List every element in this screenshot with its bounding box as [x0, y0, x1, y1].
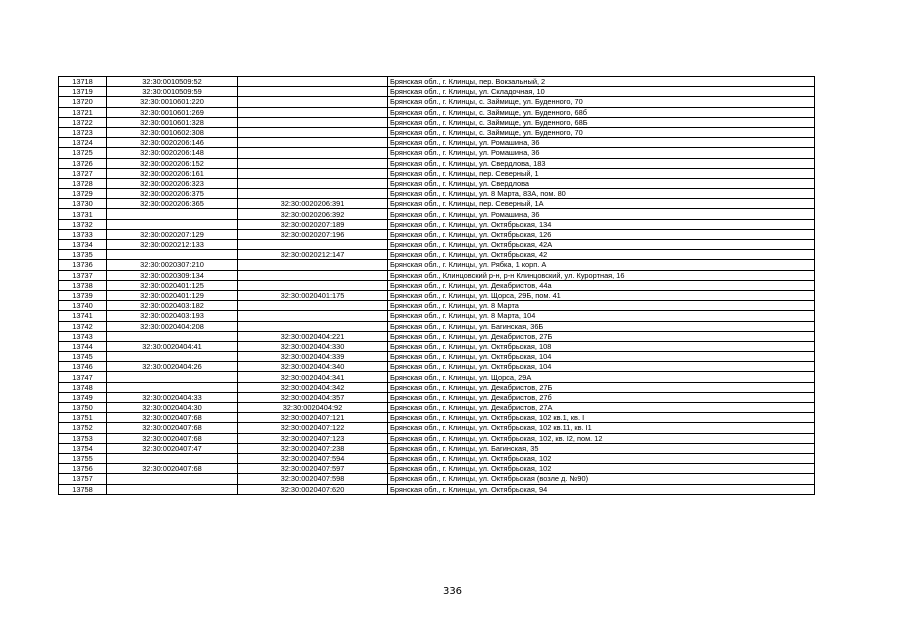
address-cell: Брянская обл., г. Клинцы, ул. 8 Марта: [388, 301, 815, 311]
row-number-cell: 13734: [59, 240, 107, 250]
linked-cadastral-number-cell: 32:30:0020404:221: [238, 331, 388, 341]
table-row: [59, 77, 815, 87]
linked-cadastral-number-cell: 32:30:0020407:597: [238, 464, 388, 474]
table-row: [59, 148, 815, 158]
linked-cadastral-number-cell: 32:30:0020407:594: [238, 453, 388, 463]
table-row: [59, 189, 815, 199]
table-row: [59, 229, 815, 239]
cadastral-number-cell: 32:30:0020206:323: [107, 178, 238, 188]
table-row: [59, 209, 815, 219]
row-number-cell: 13747: [59, 372, 107, 382]
row-number-cell: 13749: [59, 392, 107, 402]
table-row: [59, 87, 815, 97]
linked-cadastral-number-cell: 32:30:0020404:357: [238, 392, 388, 402]
row-number-cell: 13748: [59, 382, 107, 392]
linked-cadastral-number-cell: 32:30:0020404:92: [238, 403, 388, 413]
address-cell: Брянская обл., г. Клинцы, ул. Рябка, 1 корп. А: [388, 260, 815, 270]
table-row: [59, 107, 815, 117]
linked-cadastral-number-cell: [238, 178, 388, 188]
cadastral-number-cell: 32:30:0020404:26: [107, 362, 238, 372]
row-number-cell: 13746: [59, 362, 107, 372]
cadastral-number-cell: 32:30:0020404:30: [107, 403, 238, 413]
row-number-cell: 13757: [59, 474, 107, 484]
registry-table: [58, 76, 815, 495]
address-cell: Брянская обл., г. Клинцы, ул. Октябрьская, 102 кв.1, кв. I: [388, 413, 815, 423]
row-number-cell: 13737: [59, 270, 107, 280]
cadastral-number-cell: [107, 484, 238, 494]
row-number-cell: 13755: [59, 453, 107, 463]
cadastral-number-cell: 32:30:0020407:68: [107, 433, 238, 443]
row-number-cell: 13727: [59, 168, 107, 178]
row-number-cell: 13740: [59, 301, 107, 311]
linked-cadastral-number-cell: 32:30:0020404:339: [238, 352, 388, 362]
table-row: [59, 362, 815, 372]
row-number-cell: 13725: [59, 148, 107, 158]
linked-cadastral-number-cell: 32:30:0020407:620: [238, 484, 388, 494]
table-row: [59, 219, 815, 229]
linked-cadastral-number-cell: 32:30:0020407:598: [238, 474, 388, 484]
table-row: [59, 352, 815, 362]
address-cell: Брянская обл., г. Клинцы, ул. Октябрьская, 42: [388, 250, 815, 260]
cadastral-number-cell: 32:30:0020212:133: [107, 240, 238, 250]
address-cell: Брянская обл., г. Клинцы, ул. Октябрьская, 104: [388, 362, 815, 372]
cadastral-number-cell: 32:30:0010601:269: [107, 107, 238, 117]
address-cell: Брянская обл., г. Клинцы, ул. Октябрьская, 94: [388, 484, 815, 494]
linked-cadastral-number-cell: [238, 270, 388, 280]
linked-cadastral-number-cell: 32:30:0020404:330: [238, 341, 388, 351]
cadastral-number-cell: [107, 209, 238, 219]
row-number-cell: 13754: [59, 443, 107, 453]
linked-cadastral-number-cell: [238, 311, 388, 321]
cadastral-number-cell: 32:30:0020207:129: [107, 229, 238, 239]
cadastral-number-cell: 32:30:0010601:220: [107, 97, 238, 107]
table-row: [59, 423, 815, 433]
row-number-cell: 13721: [59, 107, 107, 117]
table-row: [59, 117, 815, 127]
table-row: [59, 97, 815, 107]
linked-cadastral-number-cell: 32:30:0020407:238: [238, 443, 388, 453]
cadastral-number-cell: 32:30:0020404:33: [107, 392, 238, 402]
linked-cadastral-number-cell: [238, 321, 388, 331]
address-cell: Брянская обл., г. Клинцы, ул. Декабристов, 44а: [388, 280, 815, 290]
table-row: [59, 331, 815, 341]
address-cell: Брянская обл., г. Клинцы, ул. Багинская, 36Б: [388, 321, 815, 331]
linked-cadastral-number-cell: [238, 260, 388, 270]
row-number-cell: 13744: [59, 341, 107, 351]
row-number-cell: 13743: [59, 331, 107, 341]
address-cell: Брянская обл., г. Клинцы, ул. Октябрьская, 104: [388, 352, 815, 362]
linked-cadastral-number-cell: 32:30:0020401:175: [238, 290, 388, 300]
cadastral-number-cell: 32:30:0020404:208: [107, 321, 238, 331]
row-number-cell: 13730: [59, 199, 107, 209]
row-number-cell: 13758: [59, 484, 107, 494]
cadastral-number-cell: 32:30:0020206:365: [107, 199, 238, 209]
table-row: [59, 392, 815, 402]
cadastral-number-cell: 32:30:0020403:193: [107, 311, 238, 321]
row-number-cell: 13750: [59, 403, 107, 413]
cadastral-number-cell: 32:30:0020403:182: [107, 301, 238, 311]
cadastral-number-cell: 32:30:0020401:125: [107, 280, 238, 290]
row-number-cell: 13724: [59, 138, 107, 148]
table-row: [59, 311, 815, 321]
cadastral-number-cell: 32:30:0010509:52: [107, 77, 238, 87]
linked-cadastral-number-cell: [238, 301, 388, 311]
cadastral-number-cell: 32:30:0020206:152: [107, 158, 238, 168]
row-number-cell: 13719: [59, 87, 107, 97]
row-number-cell: 13735: [59, 250, 107, 260]
table-row: [59, 250, 815, 260]
table-row: [59, 199, 815, 209]
row-number-cell: 13736: [59, 260, 107, 270]
table-row: [59, 474, 815, 484]
address-cell: Брянская обл., г. Клинцы, ул. Ромашина, 36: [388, 138, 815, 148]
row-number-cell: 13728: [59, 178, 107, 188]
table-row: [59, 178, 815, 188]
address-cell: Брянская обл., г. Клинцы, ул. Декабристов, 27б: [388, 392, 815, 402]
cadastral-number-cell: 32:30:0020309:134: [107, 270, 238, 280]
cadastral-number-cell: 32:30:0020407:47: [107, 443, 238, 453]
linked-cadastral-number-cell: [238, 158, 388, 168]
cadastral-number-cell: 32:30:0020407:68: [107, 423, 238, 433]
table-row: [59, 127, 815, 137]
row-number-cell: 13732: [59, 219, 107, 229]
linked-cadastral-number-cell: [238, 117, 388, 127]
cadastral-number-cell: 32:30:0020206:161: [107, 168, 238, 178]
address-cell: Брянская обл., г. Клинцы, ул. Октябрьская (возле д. №90): [388, 474, 815, 484]
cadastral-number-cell: [107, 372, 238, 382]
address-cell: Брянская обл., г. Клинцы, ул. Октябрьская, 102, кв. I2, пом. 12: [388, 433, 815, 443]
address-cell: Брянская обл., г. Клинцы, ул. Декабристов, 27А: [388, 403, 815, 413]
row-number-cell: 13731: [59, 209, 107, 219]
cadastral-number-cell: 32:30:0020206:375: [107, 189, 238, 199]
linked-cadastral-number-cell: 32:30:0020207:196: [238, 229, 388, 239]
address-cell: Брянская обл., г. Клинцы, ул. Октябрьская, 102 кв.11, кв. I1: [388, 423, 815, 433]
page-number: 336: [442, 586, 463, 597]
cadastral-number-cell: [107, 219, 238, 229]
row-number-cell: 13741: [59, 311, 107, 321]
linked-cadastral-number-cell: 32:30:0020404:342: [238, 382, 388, 392]
cadastral-number-cell: [107, 331, 238, 341]
linked-cadastral-number-cell: 32:30:0020407:123: [238, 433, 388, 443]
row-number-cell: 13756: [59, 464, 107, 474]
table-row: [59, 443, 815, 453]
address-cell: Брянская обл., г. Клинцы, ул. Октябрьская, 102: [388, 453, 815, 463]
address-cell: Брянская обл., г. Клинцы, ул. Октябрьская, 102: [388, 464, 815, 474]
linked-cadastral-number-cell: [238, 280, 388, 290]
cadastral-number-cell: [107, 352, 238, 362]
row-number-cell: 13729: [59, 189, 107, 199]
row-number-cell: 13739: [59, 290, 107, 300]
table-row: [59, 301, 815, 311]
row-number-cell: 13751: [59, 413, 107, 423]
address-cell: Брянская обл., г. Клинцы, ул. Щорса, 29А: [388, 372, 815, 382]
linked-cadastral-number-cell: [238, 107, 388, 117]
cadastral-number-cell: [107, 453, 238, 463]
cadastral-number-cell: 32:30:0020404:41: [107, 341, 238, 351]
row-number-cell: 13726: [59, 158, 107, 168]
address-cell: Брянская обл., г. Клинцы, ул. Багинская, 35: [388, 443, 815, 453]
address-cell: Брянская обл., г. Клинцы, ул. Октябрьская, 126: [388, 229, 815, 239]
row-number-cell: 13742: [59, 321, 107, 331]
cadastral-number-cell: 32:30:0020307:210: [107, 260, 238, 270]
cadastral-number-cell: 32:30:0010509:59: [107, 87, 238, 97]
cadastral-number-cell: [107, 474, 238, 484]
table-row: [59, 168, 815, 178]
linked-cadastral-number-cell: [238, 138, 388, 148]
address-cell: Брянская обл., г. Клинцы, ул. Свердлова, 183: [388, 158, 815, 168]
table-row: [59, 290, 815, 300]
linked-cadastral-number-cell: [238, 87, 388, 97]
cadastral-number-cell: 32:30:0010601:328: [107, 117, 238, 127]
address-cell: Брянская обл., Клинцовский р-н, р-н Клинцовский, ул. Курортная, 16: [388, 270, 815, 280]
address-cell: Брянская обл., г. Клинцы, с. Займище, ул. Буденного, 70: [388, 97, 815, 107]
linked-cadastral-number-cell: 32:30:0020212:147: [238, 250, 388, 260]
address-cell: Брянская обл., г. Клинцы, ул. Октябрьская, 42А: [388, 240, 815, 250]
table-row: [59, 260, 815, 270]
row-number-cell: 13753: [59, 433, 107, 443]
address-cell: Брянская обл., г. Клинцы, с. Займище, ул. Буденного, 70: [388, 127, 815, 137]
address-cell: Брянская обл., г. Клинцы, ул. Ромашина, 36: [388, 148, 815, 158]
address-cell: Брянская обл., г. Клинцы, ул. Ромашина, 36: [388, 209, 815, 219]
cadastral-number-cell: 32:30:0020206:146: [107, 138, 238, 148]
linked-cadastral-number-cell: [238, 127, 388, 137]
table-row: [59, 433, 815, 443]
row-number-cell: 13733: [59, 229, 107, 239]
table-row: [59, 464, 815, 474]
registry-table-body: [59, 77, 815, 495]
table-row: [59, 382, 815, 392]
table-row: [59, 270, 815, 280]
linked-cadastral-number-cell: [238, 189, 388, 199]
cadastral-number-cell: [107, 250, 238, 260]
table-row: [59, 240, 815, 250]
address-cell: Брянская обл., г. Клинцы, пер. Вокзальный, 2: [388, 77, 815, 87]
linked-cadastral-number-cell: 32:30:0020206:391: [238, 199, 388, 209]
address-cell: Брянская обл., г. Клинцы, пер. Северный, 1: [388, 168, 815, 178]
cadastral-number-cell: 32:30:0020407:68: [107, 464, 238, 474]
linked-cadastral-number-cell: 32:30:0020404:340: [238, 362, 388, 372]
address-cell: Брянская обл., г. Клинцы, ул. Декабристов, 27Б: [388, 331, 815, 341]
address-cell: Брянская обл., г. Клинцы, ул. Свердлова: [388, 178, 815, 188]
linked-cadastral-number-cell: 32:30:0020407:121: [238, 413, 388, 423]
cadastral-number-cell: 32:30:0010602:308: [107, 127, 238, 137]
address-cell: Брянская обл., г. Клинцы, ул. Щорса, 29Б, пом. 41: [388, 290, 815, 300]
address-cell: Брянская обл., г. Клинцы, пер. Северный, 1А: [388, 199, 815, 209]
table-row: [59, 413, 815, 423]
table-row: [59, 280, 815, 290]
cadastral-number-cell: 32:30:0020206:148: [107, 148, 238, 158]
table-row: [59, 403, 815, 413]
linked-cadastral-number-cell: 32:30:0020407:122: [238, 423, 388, 433]
linked-cadastral-number-cell: [238, 240, 388, 250]
row-number-cell: 13718: [59, 77, 107, 87]
address-cell: Брянская обл., г. Клинцы, ул. Октябрьская, 108: [388, 341, 815, 351]
row-number-cell: 13738: [59, 280, 107, 290]
row-number-cell: 13752: [59, 423, 107, 433]
table-row: [59, 484, 815, 494]
row-number-cell: 13723: [59, 127, 107, 137]
address-cell: Брянская обл., г. Клинцы, ул. 8 Марта, 83А, пом. 80: [388, 189, 815, 199]
address-cell: Брянская обл., г. Клинцы, с. Займище, ул. Буденного, 68Б: [388, 117, 815, 127]
address-cell: Брянская обл., г. Клинцы, ул. Декабристов, 27Б: [388, 382, 815, 392]
table-row: [59, 158, 815, 168]
cadastral-number-cell: 32:30:0020401:129: [107, 290, 238, 300]
cadastral-number-cell: 32:30:0020407:68: [107, 413, 238, 423]
address-cell: Брянская обл., г. Клинцы, ул. Октябрьская, 134: [388, 219, 815, 229]
cadastral-number-cell: [107, 382, 238, 392]
row-number-cell: 13745: [59, 352, 107, 362]
linked-cadastral-number-cell: [238, 168, 388, 178]
table-row: [59, 372, 815, 382]
linked-cadastral-number-cell: [238, 77, 388, 87]
table-row: [59, 138, 815, 148]
linked-cadastral-number-cell: 32:30:0020206:392: [238, 209, 388, 219]
linked-cadastral-number-cell: 32:30:0020207:189: [238, 219, 388, 229]
linked-cadastral-number-cell: 32:30:0020404:341: [238, 372, 388, 382]
address-cell: Брянская обл., г. Клинцы, ул. 8 Марта, 104: [388, 311, 815, 321]
linked-cadastral-number-cell: [238, 97, 388, 107]
table-row: [59, 453, 815, 463]
linked-cadastral-number-cell: [238, 148, 388, 158]
row-number-cell: 13722: [59, 117, 107, 127]
row-number-cell: 13720: [59, 97, 107, 107]
table-row: [59, 321, 815, 331]
address-cell: Брянская обл., г. Клинцы, ул. Складочная, 10: [388, 87, 815, 97]
table-row: [59, 341, 815, 351]
address-cell: Брянская обл., г. Клинцы, с. Займище, ул. Буденного, 68б: [388, 107, 815, 117]
